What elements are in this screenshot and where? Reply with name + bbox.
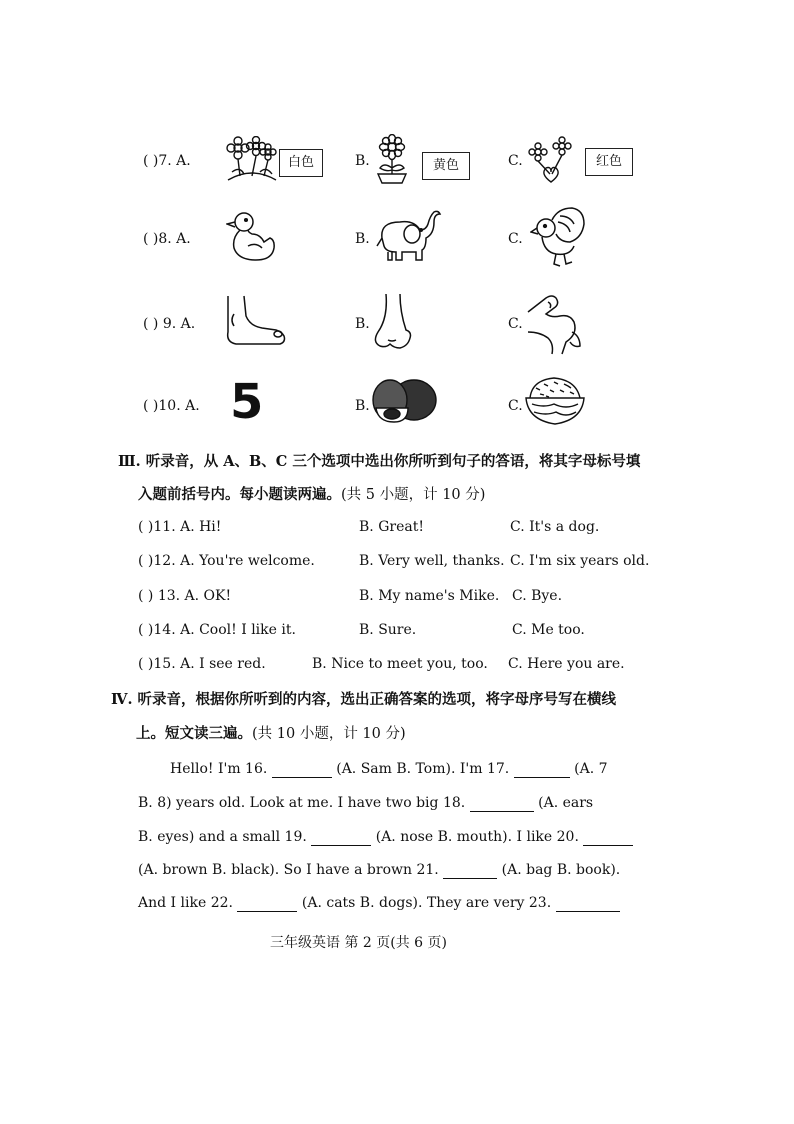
question-14-option-b: B. Sure. bbox=[359, 622, 417, 638]
question-11-option-c: C. It's a dog. bbox=[510, 519, 600, 535]
section-3-instruction-line1: Ⅲ. 听录音，从 A、B、C 三个选项中选出你所听到句子的答语，将其字母标号填 bbox=[118, 453, 641, 470]
answer-blank-21[interactable] bbox=[443, 864, 497, 879]
passage-text: (A. brown B. black). So I have a brown 21. bbox=[138, 862, 439, 878]
question-11-option-b: B. Great! bbox=[359, 519, 424, 535]
question-8-stem: ( )8. A. bbox=[143, 231, 191, 247]
question-15-option-b: B. Nice to meet you, too. bbox=[312, 656, 488, 672]
question-7-option-b: B. bbox=[355, 153, 370, 169]
arm-icon bbox=[526, 292, 582, 356]
passage-line-4 bbox=[138, 861, 620, 879]
passage-text: Hello! I'm 16. bbox=[170, 761, 268, 777]
color-label-red: 红色 bbox=[585, 148, 633, 176]
question-8-option-c: C. bbox=[508, 231, 523, 247]
question-7-option-c: C. bbox=[508, 153, 523, 169]
passage-line-1 bbox=[170, 760, 608, 778]
answer-blank-16[interactable] bbox=[272, 763, 332, 778]
answer-blank-17[interactable] bbox=[514, 763, 570, 778]
page-footer: 三年级英语 第 2 页(共 6 页) bbox=[270, 935, 447, 951]
question-10-option-c: C. bbox=[508, 398, 523, 414]
section-3-instruction-text: 入题前括号内。每小题读两遍。 bbox=[138, 486, 341, 503]
question-11-stem: ( )11. A. Hi! bbox=[138, 519, 222, 535]
flower-pot-icon bbox=[372, 134, 412, 184]
section-3-score: (共 5 小题，计 10 分) bbox=[341, 487, 486, 503]
passage-text: (A. 7 bbox=[574, 761, 608, 777]
answer-blank-18[interactable] bbox=[470, 797, 534, 812]
answer-blank-22[interactable] bbox=[237, 897, 297, 912]
passage-line-5 bbox=[138, 894, 620, 912]
question-13-option-c: C. Bye. bbox=[512, 588, 563, 604]
passage-text: B. 8) years old. Look at me. I have two big 18. bbox=[138, 795, 466, 811]
section-3-instruction-line2 bbox=[138, 485, 485, 505]
section-4-instruction-line2 bbox=[136, 724, 406, 744]
passage-text: (A. nose B. mouth). I like 20. bbox=[375, 829, 579, 845]
question-13-stem: ( ) 13. A. OK! bbox=[138, 588, 232, 604]
section-4-score: (共 10 小题，计 10 分) bbox=[252, 726, 406, 742]
passage-text: B. eyes) and a small 19. bbox=[138, 829, 307, 845]
passage-text: (A. ears bbox=[538, 795, 594, 811]
question-13-option-b: B. My name's Mike. bbox=[359, 588, 500, 604]
passage-text: And I like 22. bbox=[138, 895, 233, 911]
flowers-icon bbox=[226, 136, 278, 182]
question-14-stem: ( )14. A. Cool! I like it. bbox=[138, 622, 296, 638]
passage-text: (A. bag B. book). bbox=[501, 862, 621, 878]
nose-icon bbox=[370, 292, 416, 352]
bird-icon bbox=[530, 206, 588, 270]
question-9-stem: ( ) 9. A. bbox=[143, 316, 196, 332]
question-14-option-c: C. Me too. bbox=[512, 622, 585, 638]
color-label-white: 白色 bbox=[279, 149, 323, 177]
passage-text: (A. Sam B. Tom). I'm 17. bbox=[336, 761, 510, 777]
answer-blank-23[interactable] bbox=[556, 897, 620, 912]
section-4-instruction-text: 上。短文读三遍。 bbox=[136, 725, 252, 742]
rice-bowl-icon bbox=[524, 374, 586, 428]
eggs-icon bbox=[370, 376, 438, 424]
answer-blank-20[interactable] bbox=[583, 831, 633, 846]
section-4-instruction-line1: Ⅳ. 听录音，根据你所听到的内容，选出正确答案的选项，将字母序号写在横线 bbox=[111, 691, 617, 708]
question-12-option-b: B. Very well, thanks. bbox=[359, 553, 505, 569]
duck-icon bbox=[226, 208, 278, 264]
answer-blank-19[interactable] bbox=[311, 831, 371, 846]
question-12-stem: ( )12. A. You're welcome. bbox=[138, 553, 315, 569]
elephant-icon bbox=[374, 208, 444, 266]
question-10-option-b: B. bbox=[355, 398, 370, 414]
question-12-option-c: C. I'm six years old. bbox=[510, 553, 650, 569]
question-9-option-c: C. bbox=[508, 316, 523, 332]
two-flowers-icon bbox=[526, 136, 576, 184]
question-15-option-c: C. Here you are. bbox=[508, 656, 625, 672]
question-15-stem: ( )15. A. I see red. bbox=[138, 656, 266, 672]
question-9-option-b: B. bbox=[355, 316, 370, 332]
foot-icon bbox=[222, 294, 288, 348]
passage-line-3 bbox=[138, 828, 633, 846]
number-five-icon: 5 bbox=[230, 374, 264, 430]
question-8-option-b: B. bbox=[355, 231, 370, 247]
passage-text: (A. cats B. dogs). They are very 23. bbox=[301, 895, 552, 911]
color-label-yellow: 黄色 bbox=[422, 152, 470, 180]
question-7-stem: ( )7. A. bbox=[143, 153, 191, 169]
passage-line-2 bbox=[138, 794, 593, 812]
question-10-stem: ( )10. A. bbox=[143, 398, 200, 414]
